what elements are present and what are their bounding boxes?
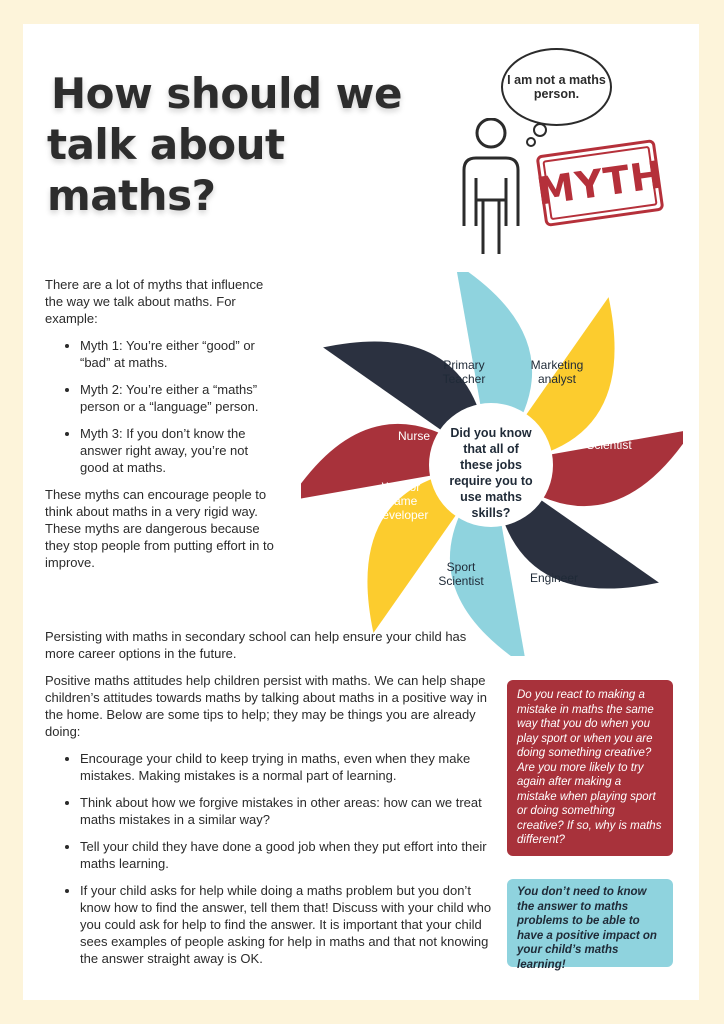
tip-item: • Tell your child they have done a good job when they put effort into their maths learning. xyxy=(80,838,495,872)
thought-dot-small xyxy=(526,137,536,147)
intro-lead: There are a lot of myths that influence the way we talk about maths. For example: xyxy=(45,277,264,326)
thought-bubble xyxy=(501,48,612,126)
title-line-3: maths? xyxy=(47,171,216,220)
job-label: Marketing analyst xyxy=(530,358,584,386)
person-body xyxy=(464,158,518,254)
body-paragraph-2: Positive maths attitudes help children persist with maths. We can help shape children’s attitudes towards maths by talking about maths in a positive way in the home. Below are some tips to help; they may be things you are already doing: xyxy=(45,673,487,739)
myth-list xyxy=(45,337,277,476)
page xyxy=(23,24,699,1000)
person-icon xyxy=(456,118,526,258)
thought-dot-large xyxy=(533,123,547,137)
pinwheel-center-text: Did you know that all of these jobs require you to use maths skills? xyxy=(449,426,533,520)
intro-section xyxy=(45,276,277,581)
tip-item: • If your child asks for help while doing a maths problem but you don’t know how to find the answer, tell them that! Discuss with your child who you could ask for help to find the answer. It is important that your child sees examples of people asking for help in maths and that not knowing the answer straight away is OK. xyxy=(80,882,495,967)
tips-list xyxy=(45,750,495,967)
job-label: Primary Teacher xyxy=(442,358,486,386)
body-paragraph-1: Persisting with maths in secondary school can help ensure your child has more career options in the future. xyxy=(45,629,467,661)
thought-bubble-text: I am not a maths person. xyxy=(507,73,606,101)
page-title xyxy=(47,68,407,221)
job-label: Nurse xyxy=(397,429,431,443)
myth-item: • Myth 1: You’re either “good” or “bad” at maths. xyxy=(80,337,277,371)
callout-positive-impact: You don’t need to know the answer to maths problems to be able to have a positive impact on your child’s maths learning! xyxy=(507,879,673,967)
job-label: Builder xyxy=(592,507,630,521)
jobs-pinwheel xyxy=(301,272,683,656)
myth-stamp-text: MYTH xyxy=(542,146,657,220)
myth-stamp xyxy=(536,139,665,227)
title-line-1: How should we xyxy=(51,69,402,118)
person-head xyxy=(477,119,505,147)
job-label: Sport Scientist xyxy=(438,560,484,588)
body-section xyxy=(45,628,495,977)
tip-item: • Think about how we forgive mistakes in other areas: how can we treat maths mistakes in a similar way? xyxy=(80,794,495,828)
job-label: Climate Scientist xyxy=(586,424,632,452)
myth-item: • Myth 2: You’re either a “maths” person or a “language” person. xyxy=(80,381,277,415)
myth-item: • Myth 3: If you don’t know the answer right away, you’re not good at maths. xyxy=(80,425,277,476)
callout-mistakes: Do you react to making a mistake in maths the same way that you do when you play sport or when you are doing something creative? Are you more likely to try again after making a mistake when playing sport or doing something creative? If so, why is maths different? xyxy=(507,680,673,856)
tip-item: • Encourage your child to keep trying in maths, even when they make mistakes. Making mistakes is a normal part of learning. xyxy=(80,750,495,784)
job-label: Engineer xyxy=(529,571,579,585)
intro-closing: These myths can encourage people to think about maths in a very rigid way. These myths are dangerous because they stop people from putting effort in to improve. xyxy=(45,487,274,570)
title-line-2: talk about xyxy=(47,120,285,169)
job-label: Web or Game Developer xyxy=(373,480,429,522)
